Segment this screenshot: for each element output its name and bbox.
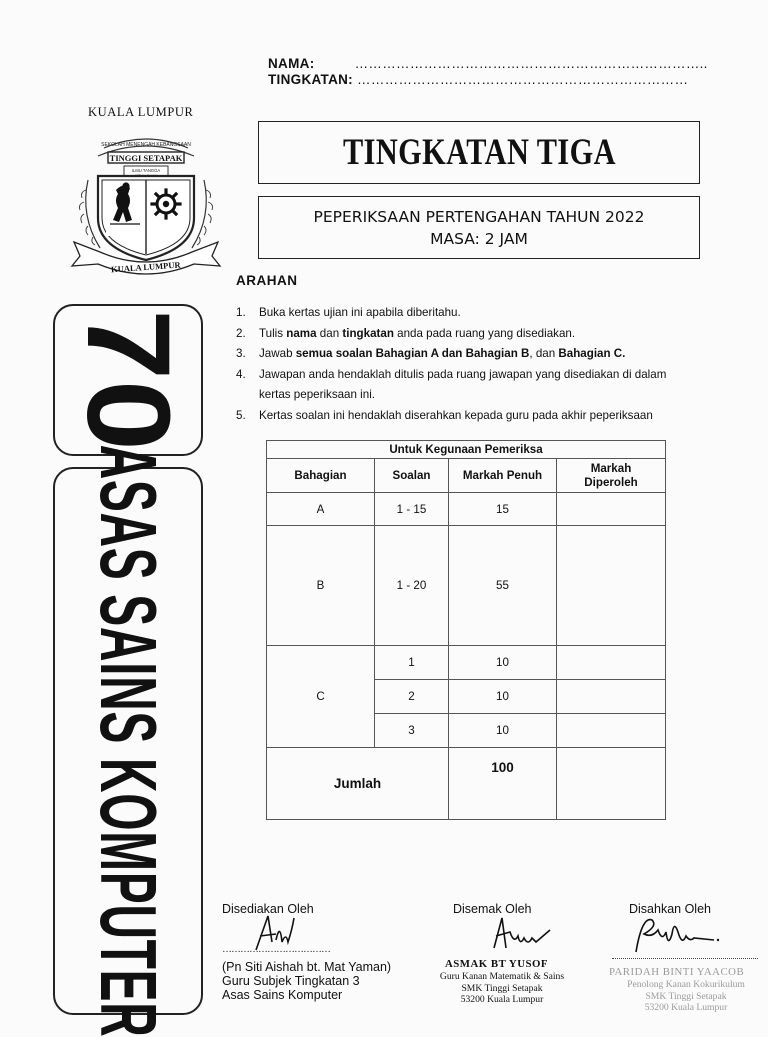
title-box [258,121,700,184]
table-total-row [267,748,666,820]
prepared-name: (Pn Siti Aishah bt. Mat Yaman) [222,960,392,974]
markah-diperoleh-cell[interactable] [557,526,666,646]
approved-signature-line [612,958,758,959]
header-soalan: Soalan [375,459,449,493]
total-diperoleh-cell[interactable] [557,748,666,820]
instruction-item: 4. Jawapan anda hendaklah ditulis pada ruang jawapan yang disediakan di dalam kertas peperiksaan ini. [236,367,667,402]
svg-text:TINGGI SETAPAK: TINGGI SETAPAK [109,153,183,163]
markah-diperoleh-cell[interactable] [557,646,666,680]
prepared-by-label: Disediakan Oleh [222,902,314,916]
approved-by-label: Disahkan Oleh [629,902,711,916]
table-caption: Untuk Kegunaan Pemeriksa [267,441,666,459]
nama-label: NAMA: [268,56,315,71]
svg-text:ILMU TANGGA: ILMU TANGGA [131,168,161,173]
instruction-list [236,303,736,427]
tingkatan-label: TINGKATAN: [268,72,353,87]
instruction-item: 5. Kertas soalan ini hendaklah diserahkan kepada guru pada akhir peperiksaan [236,408,653,422]
header-markah-diperoleh: Markah Diperoleh [557,459,666,493]
school-location-text: KUALA LUMPUR [88,105,194,119]
tingkatan-dots: ……………………………………………………………… [357,72,689,87]
checked-signature [488,912,558,961]
subject-name-box [53,444,203,1037]
exam-duration: MASA: 2 JAM [430,229,528,248]
checked-name: ASMAK BT YUSOF [445,958,548,970]
arahan-heading: ARAHAN [236,273,298,288]
table-row: C 1 10 [267,646,666,680]
table-row: 2 10 [267,680,666,714]
subject-code-box [53,304,203,456]
prepared-role: Guru Subjek Tingkatan 3 [222,974,360,988]
nama-dots: ………………………………………………………………….. [354,56,708,71]
total-value: 100 [449,748,557,820]
checked-by-label: Disemak Oleh [453,902,532,916]
prepared-subject: Asas Sains Komputer [222,988,343,1002]
subject-name: ASAS SAINS KOMPUTER [84,444,173,1037]
exam-info-box [258,196,700,259]
instruction-item: 2. Tulis nama dan tingkatan anda pada ruang yang disediakan. [236,326,576,340]
checked-details: Guru Kanan Matematik & Sains SMK Tinggi Setapak 53200 Kuala Lumpur [439,971,565,1005]
tingkatan-field [268,72,688,87]
marks-table [266,440,666,820]
prepared-details [222,960,391,1002]
markah-diperoleh-cell[interactable] [557,680,666,714]
prepared-signature [250,912,310,963]
table-row: A 1 - 15 15 [267,493,666,526]
approved-name: PARIDAH BINTI YAACOB [609,966,745,978]
instruction-item: 3. Jawab semua soalan Bahagian A dan Bahagian B, dan Bahagian C. [236,347,626,361]
markah-diperoleh-cell[interactable] [557,493,666,526]
total-label: Jumlah [267,748,449,820]
table-row: B 1 - 20 55 [267,526,666,646]
table-row: 3 10 [267,714,666,748]
markah-diperoleh-cell[interactable] [557,714,666,748]
approved-details: Penolong Kanan Kokurikulum SMK Tinggi Setapak 53200 Kuala Lumpur [627,979,745,1013]
subject-code: 70 [62,309,194,451]
nama-field [268,56,708,71]
exam-name: PEPERIKSAAN PERTENGAHAN TAHUN 2022 [313,207,645,226]
header-bahagian: Bahagian [267,459,375,493]
svg-text:KUALA LUMPUR: KUALA LUMPUR [110,259,181,275]
header-markah-penuh: Markah Penuh [449,459,557,493]
page-title: TINGKATAN TIGA [342,132,616,173]
school-logo [66,120,226,280]
instruction-item: 1. Buka kertas ujian ini apabila diberitahu. [236,306,461,319]
svg-text:SEKOLAH MENENGAH KEBANGSAAN: SEKOLAH MENENGAH KEBANGSAAN [101,142,191,148]
marks-table-wrapper [266,440,666,820]
